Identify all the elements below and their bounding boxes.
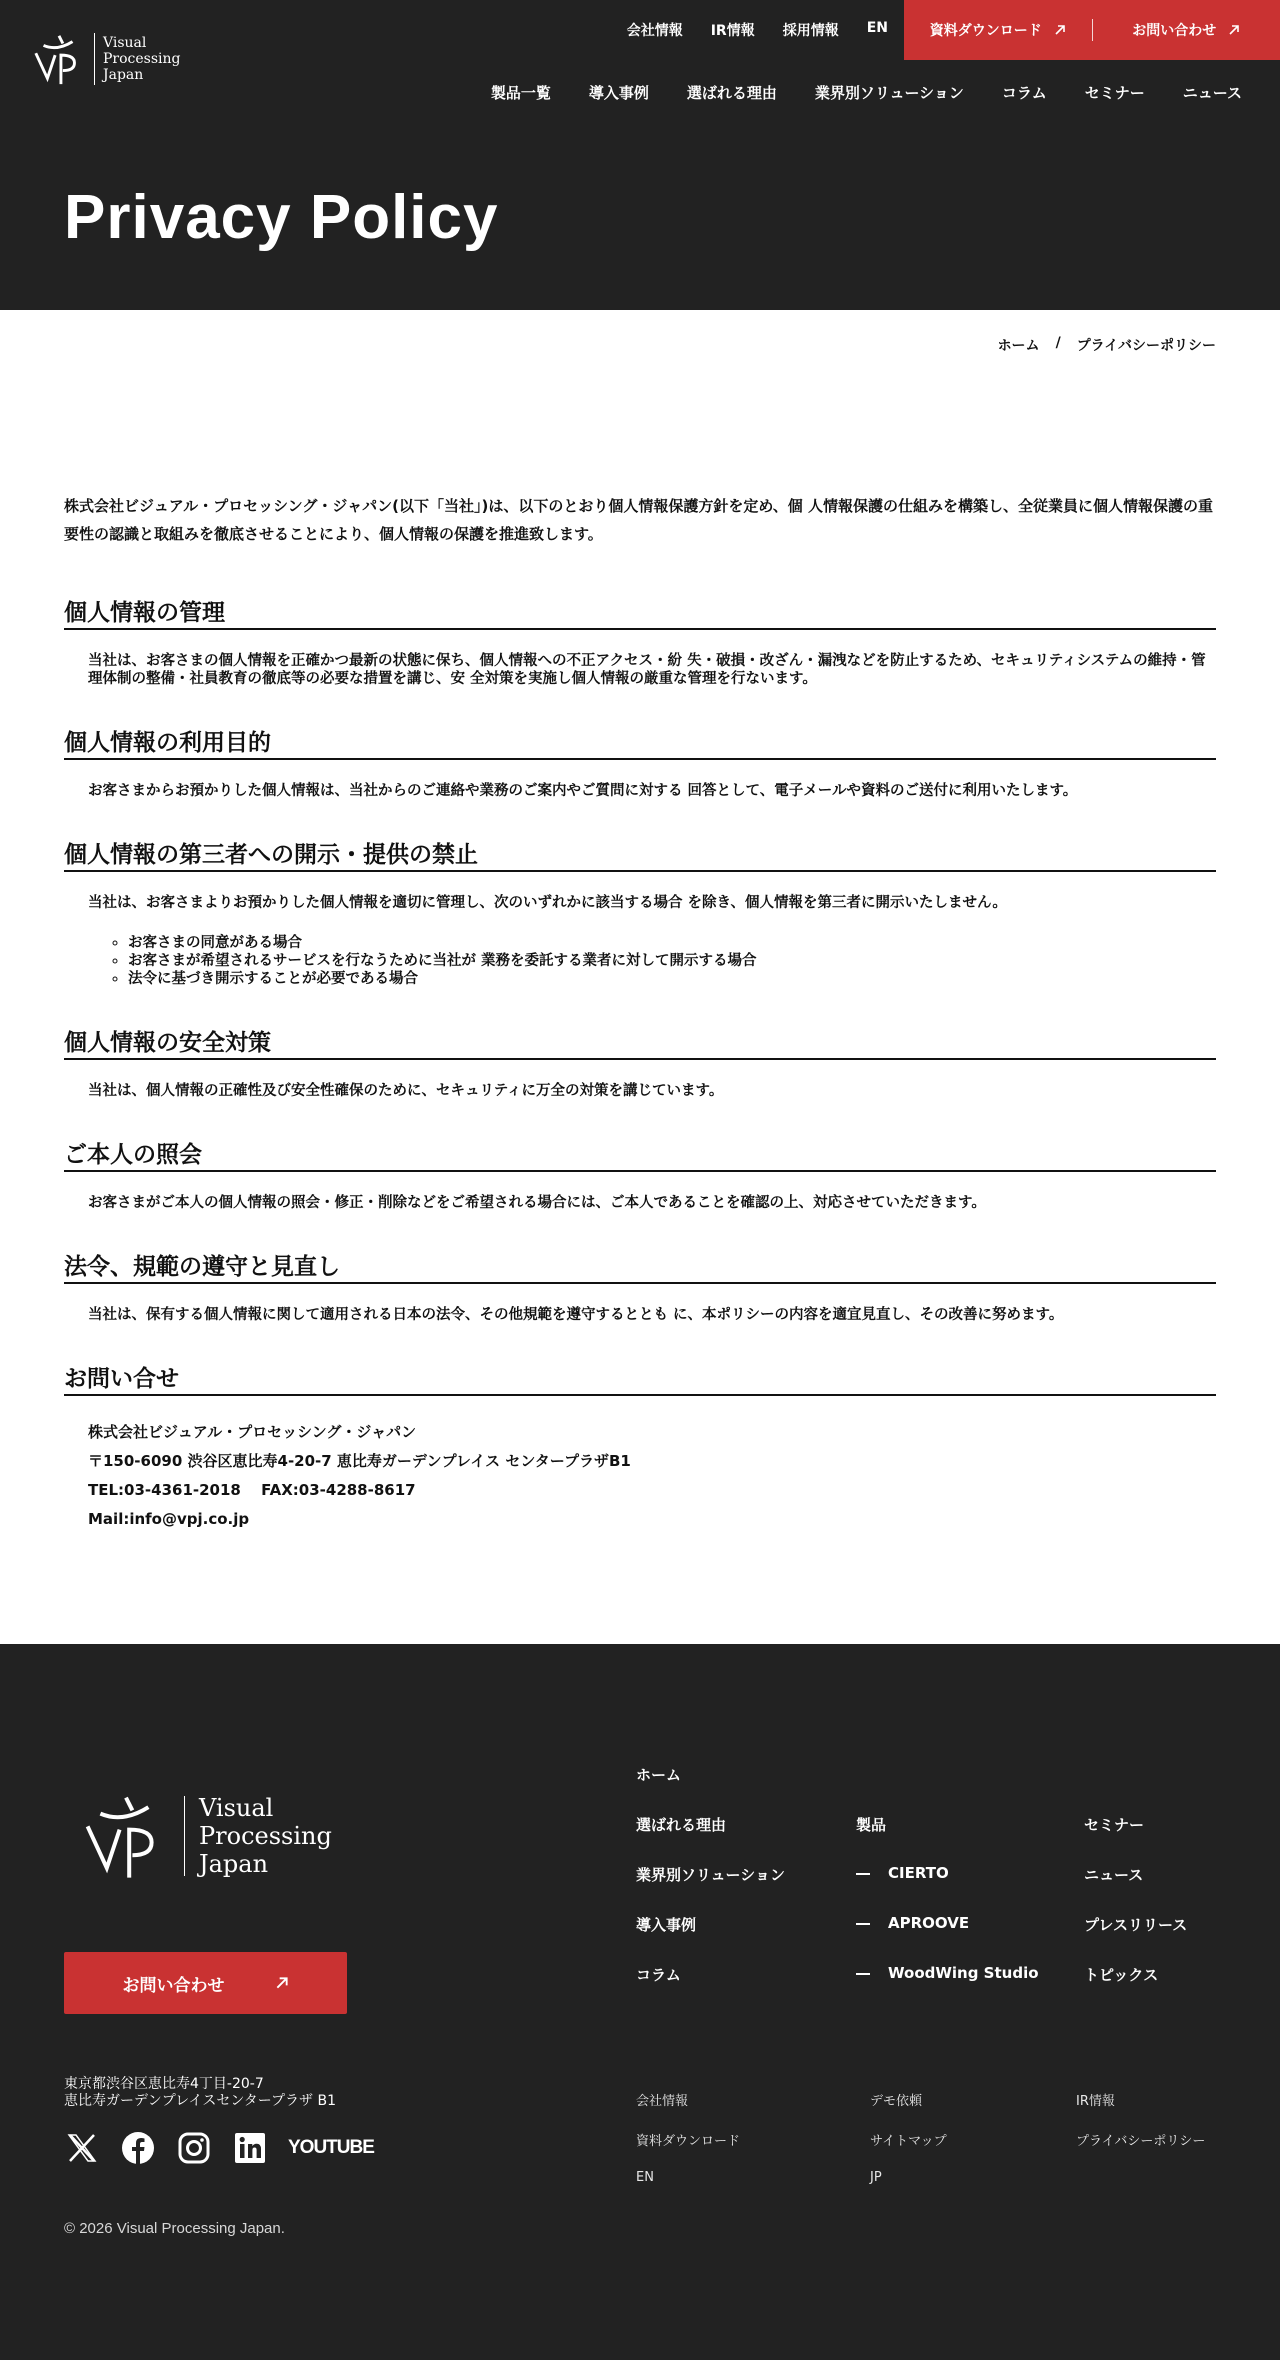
breadcrumb-separator: / [1055,335,1061,351]
footer-sub-jp[interactable]: JP [870,2170,882,2185]
breadcrumb-current: プライバシーポリシー [1076,338,1216,354]
section-compliance [64,1252,1216,1324]
footer-contact-label: お問い合わせ [122,1975,225,1996]
section-purpose [64,728,1216,800]
dash-icon [856,1923,870,1925]
logo-divider [94,33,95,85]
linkedin-icon[interactable] [232,2130,268,2166]
nav-products[interactable]: 製品一覧 [490,84,551,102]
section-body: お客さまからお預かりした個人情報は、当社からのご連絡や業務のご案内やご質問に対する 回答として、電子メールや資料のご送付に利用いたします。 [88,783,1078,799]
contact-tel-fax: TEL:03-4361-2018 FAX:03-4288-8617 [88,1481,416,1499]
logo-text: Visual Processing Japan [199,1794,332,1878]
breadcrumb-home[interactable]: ホーム [997,338,1040,354]
site-header [0,0,1280,310]
section-heading: 個人情報の管理 [64,598,1216,630]
nav-solutions[interactable]: 業界別ソリューション [814,84,964,102]
util-nav-recruit[interactable]: 採用情報 [782,23,839,39]
footer-nav-aproove[interactable]: APROOVE [856,1914,969,1932]
facebook-icon[interactable] [120,2130,156,2166]
footer-sub-demo[interactable]: デモ依頼 [870,2094,923,2109]
section-heading: 個人情報の安全対策 [64,1028,1216,1060]
footer-logo[interactable] [78,1788,332,1884]
list-item: ◦ お客さまが希望されるサービスを行なうために当社が 業務を委託する業者に対して開示する場合 [128,952,1216,970]
breadcrumb [998,335,1216,355]
exception-list [64,934,1216,988]
contact-company: 株式会社ビジュアル・プロセッシング・ジャパン [88,1423,417,1441]
arrow-up-right-icon [1228,24,1240,36]
site-logo[interactable] [30,30,181,88]
arrow-up-right-icon [1054,24,1066,36]
section-heading: 個人情報の利用目的 [64,728,1216,760]
nav-column[interactable]: コラム [1001,84,1047,102]
footer-nav-solutions[interactable]: 業界別ソリューション [636,1866,785,1884]
x-icon[interactable] [64,2130,100,2166]
contact-info [64,1418,1216,1534]
nav-news[interactable]: ニュース [1182,84,1242,102]
footer-sub-company[interactable]: 会社情報 [636,2094,689,2109]
contact-button[interactable] [1093,20,1280,40]
footer-sub-download[interactable]: 資料ダウンロード [636,2134,741,2149]
footer-nav-cierto[interactable]: CIERTO [856,1864,949,1882]
util-nav-ir[interactable]: IR情報 [710,23,755,39]
nav-seminar[interactable]: セミナー [1084,84,1145,102]
footer-nav-topics[interactable]: トピックス [1084,1966,1159,1984]
download-button[interactable] [904,20,1092,40]
section-third-party [64,840,1216,988]
footer-nav-woodwing[interactable]: WoodWing Studio [856,1964,1039,1982]
contact-label: お問い合わせ [1132,23,1217,39]
header-cta-bar [904,0,1280,60]
section-body: 当社は、お客さまよりお預かりした個人情報を適切に管理し、次のいずれかに該当する場合 を除き、個人情報を第三者に開示いたしません。 [88,895,1007,911]
nav-reasons[interactable]: 選ばれる理由 [686,84,777,102]
footer-contact-button[interactable] [64,1952,347,2014]
list-item: ◦ お客さまの同意がある場合 [128,934,1216,952]
contact-address: 〒150-6090 渋谷区恵比寿4-20-7 恵比寿ガーデンプレイス センタープラザB1 [88,1452,631,1470]
footer-sub-privacy[interactable]: プライバシーポリシー [1076,2134,1206,2149]
nav-cases[interactable]: 導入事例 [588,84,649,102]
youtube-link[interactable]: YOUTUBE [288,2137,374,2158]
section-body: 当社は、保有する個人情報に関して適用される日本の法令、その他規範を遵守するととも に、本ポリシーの内容を適宜見直し、その改善に努めます。 [88,1307,1064,1323]
dash-icon [856,1973,870,1975]
arrow-up-right-icon [275,1976,289,1990]
utility-nav [627,20,888,40]
section-management [64,598,1216,688]
footer-sub-en[interactable]: EN [636,2170,654,2185]
page-title: Privacy Policy [64,183,499,252]
section-heading: 法令、規範の遵守と見直し [64,1252,1216,1284]
footer-address: 東京都渋谷区恵比寿4丁目-20-7 恵比寿ガーデンプレイスセンタープラザ B1 [64,2076,337,2109]
footer-nav-press[interactable]: プレスリリース [1084,1916,1188,1934]
download-label: 資料ダウンロード [929,23,1042,39]
vpj-logo-icon [78,1788,174,1884]
logo-divider [184,1796,185,1876]
copyright: © 2026 Visual Processing Japan. [64,2220,285,2237]
footer-nav-seminar[interactable]: セミナー [1084,1816,1145,1834]
footer-nav-column[interactable]: コラム [636,1966,681,1984]
section-contact [64,1364,1216,1534]
section-heading: 個人情報の第三者への開示・提供の禁止 [64,840,1216,872]
footer-nav-home[interactable]: ホーム [636,1766,682,1784]
site-footer [0,1644,1280,2360]
instagram-icon[interactable] [176,2130,212,2166]
section-body: お客さまがご本人の個人情報の照会・修正・削除などをご希望される場合には、ご本人であることを確認の上、対応させていただきます。 [88,1195,986,1211]
footer-nav-cases[interactable]: 導入事例 [636,1916,697,1934]
footer-nav-products[interactable]: 製品 [856,1816,887,1834]
section-heading: ご本人の照会 [64,1140,1216,1172]
footer-nav-news[interactable]: ニュース [1084,1866,1144,1884]
privacy-content [0,310,1280,1644]
contact-mail[interactable]: Mail:info@vpj.co.jp [88,1510,250,1528]
list-item: ◦ 法令に基づき開示することが必要である場合 [128,970,1216,988]
social-links [64,2130,374,2166]
footer-sub-sitemap[interactable]: サイトマップ [870,2134,947,2149]
util-nav-en[interactable]: EN [866,20,888,36]
footer-nav-reason[interactable]: 選ばれる理由 [636,1816,727,1834]
section-inquiry [64,1140,1216,1212]
main-nav [491,82,1242,103]
intro-text: 株式会社ビジュアル・プロセッシング・ジャパン(以下「当社」)は、以下のとおり個人情報保護方針を定め、個 人情報保護の仕組みを構築し、全従業員に個人情報保護の重要性の認識と取組みを徹底させることにより、個人情報の保護を推進致します。 [64,497,1213,543]
logo-text: Visual Processing Japan [103,35,181,83]
section-body: 当社は、個人情報の正確性及び安全性確保のために、セキュリティに万全の対策を講じています。 [88,1083,724,1099]
section-security [64,1028,1216,1100]
section-body: 当社は、お客さまの個人情報を正確かつ最新の状態に保ち、個人情報への不正アクセス・紛 失・破損・改ざん・漏洩などを防止するため、セキュリティシステムの維持・管理体制の整備・社員教育の徹底等の必要な措置を講じ、安 全対策を実施し個人情報の厳重な管理を行ないます。 [88,653,1206,687]
section-heading: お問い合せ [64,1364,1216,1396]
vpj-logo-icon [30,30,88,88]
dash-icon [856,1873,870,1875]
footer-sub-ir[interactable]: IR情報 [1076,2094,1115,2109]
util-nav-company[interactable]: 会社情報 [626,23,683,39]
